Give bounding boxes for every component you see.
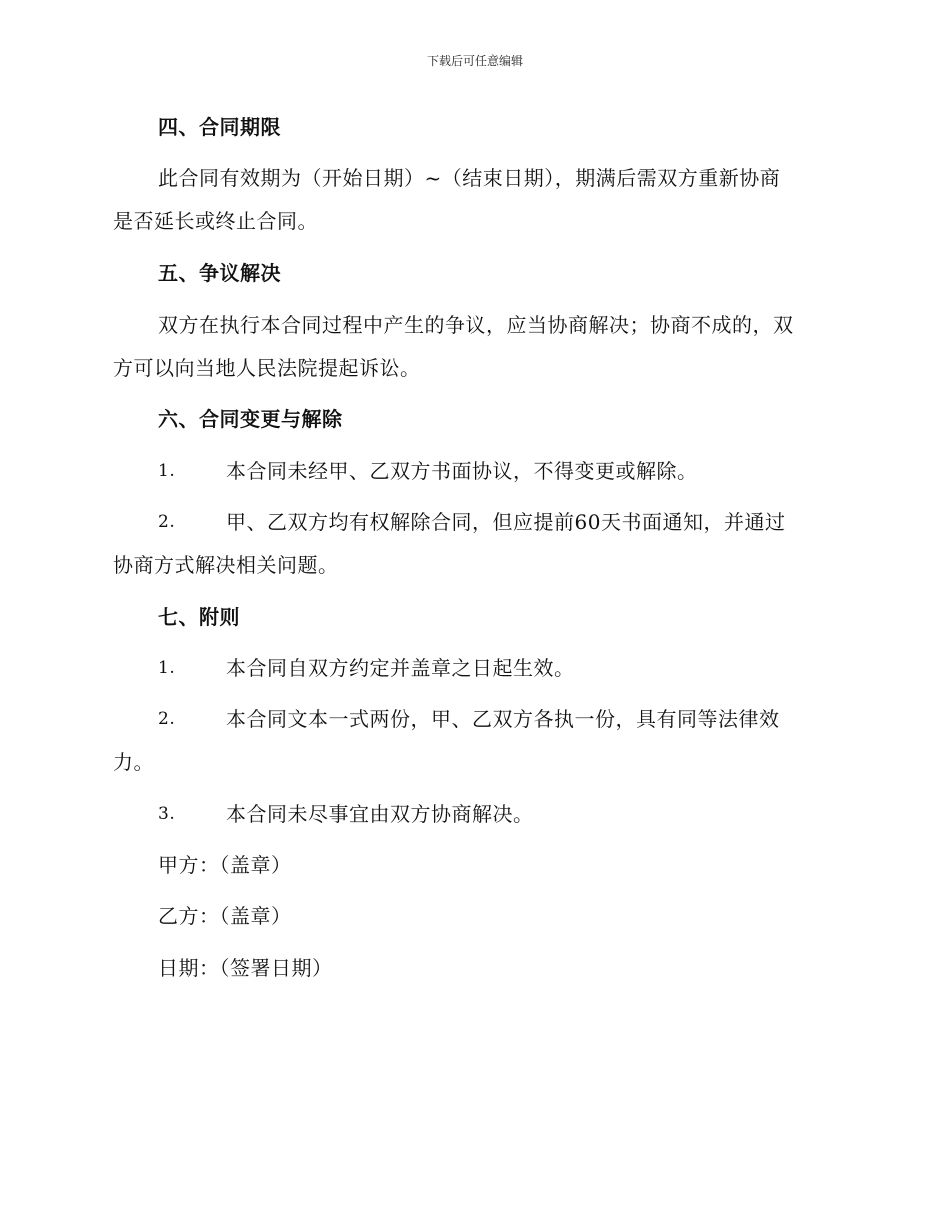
misc-item-3-text: 本合同未尽事宜由双方协商解决。 [226,802,534,826]
change-item-1-number: 1. [158,461,176,481]
dispute-paragraph-line-2: 方可以向当地人民法院提起诉讼。 [113,356,421,380]
signature-party-b: 乙方：（盖章） [158,904,292,928]
misc-item-2-text-line-2: 力。 [113,750,154,774]
section-heading-change: 六、合同变更与解除 [158,407,343,431]
misc-item-2-text-line-1: 本合同文本一式两份，甲、乙双方各执一份，具有同等法律效 [226,707,780,731]
term-paragraph-line-2: 是否延长或终止合同。 [113,209,318,233]
misc-item-2-number: 2. [158,709,176,729]
change-item-2-text-line-1: 甲、乙双方均有权解除合同，但应提前60天书面通知，并通过 [226,510,786,534]
signature-party-a: 甲方：（盖章） [158,853,292,877]
change-item-1-text: 本合同未经甲、乙双方书面协议，不得变更或解除。 [226,459,698,483]
misc-item-1-text: 本合同自双方约定并盖章之日起生效。 [226,656,575,680]
change-item-2-text-line-2: 协商方式解决相关问题。 [113,553,339,577]
change-item-2-number: 2. [158,512,176,532]
term-paragraph-line-1: 此合同有效期为（开始日期）~（结束日期），期满后需双方重新协商 [158,166,781,190]
page-header-note: 下载后可任意编辑 [426,54,523,68]
signature-date: 日期：（签署日期） [158,956,333,980]
misc-item-3-number: 3. [158,804,176,824]
dispute-paragraph-line-1: 双方在执行本合同过程中产生的争议，应当协商解决；协商不成的，双 [158,313,794,337]
section-heading-dispute: 五、争议解决 [158,261,281,285]
misc-item-1-number: 1. [158,658,176,678]
section-heading-term: 四、合同期限 [158,115,281,139]
section-heading-misc: 七、附则 [158,605,240,629]
